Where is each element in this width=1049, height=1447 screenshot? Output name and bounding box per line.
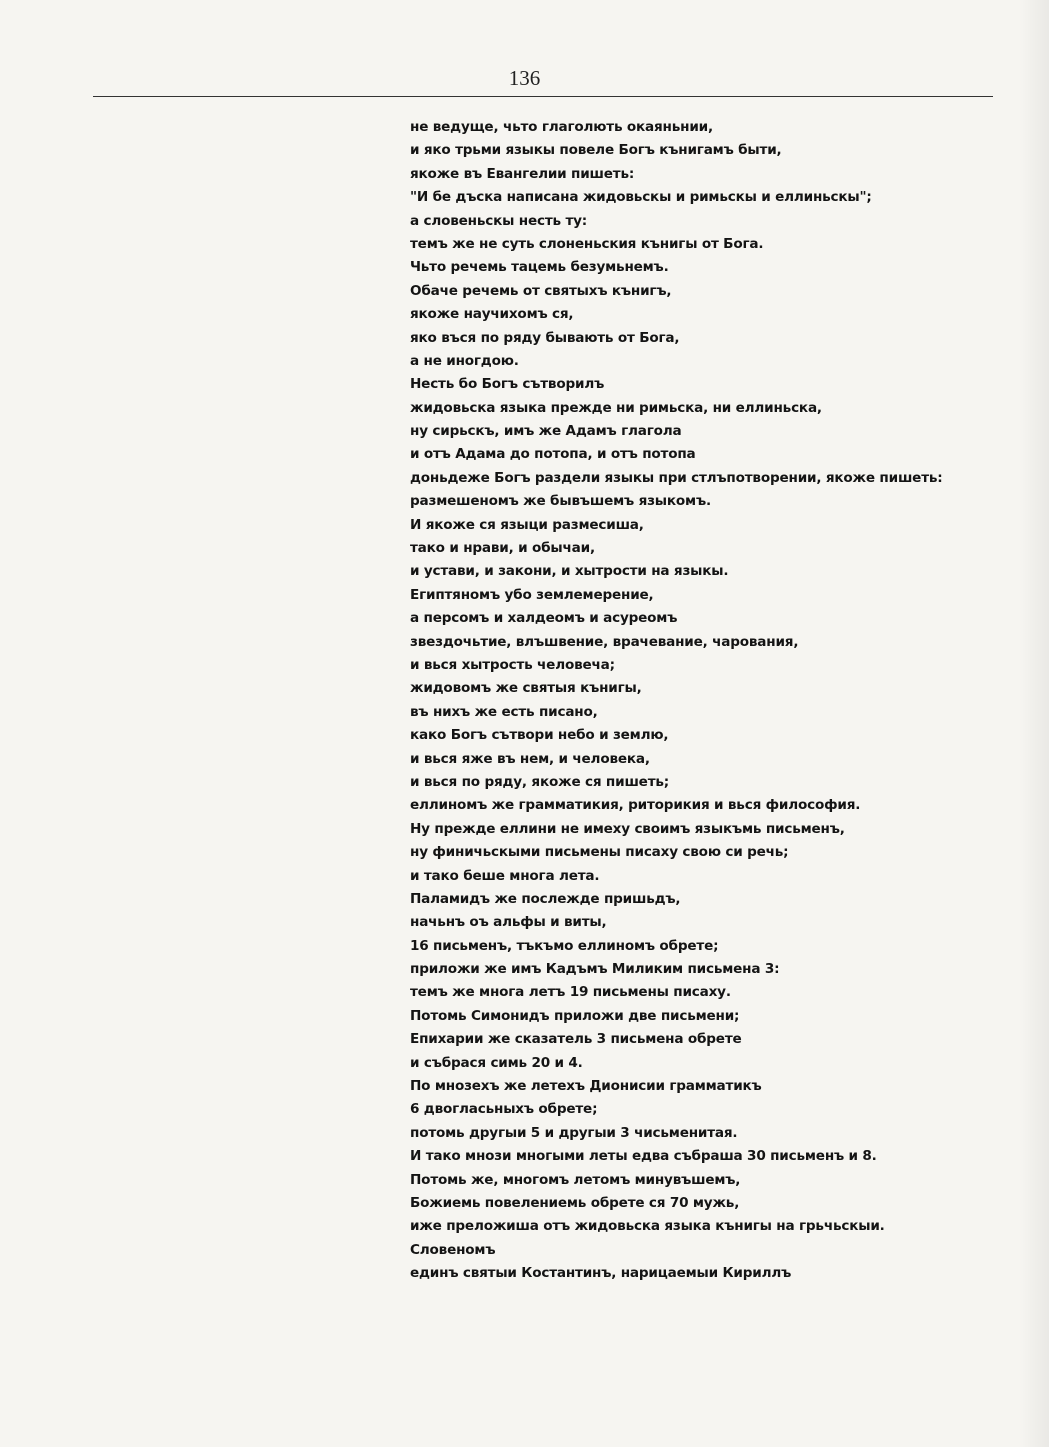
text-line: якоже въ Евангелии пишеть: [410, 165, 635, 182]
text-line: и яко трьми языкы повеле Богъ кънигамъ быти, [410, 142, 782, 159]
text-line: и вься яже въ нем, и человека, [410, 750, 650, 767]
text-line: а словеньскы несть ту: [410, 212, 588, 229]
text-line: и вься по ряду, якоже ся пишеть; [410, 773, 670, 790]
text-line: Египтяномъ убо землемерение, [410, 586, 654, 603]
text-line: единъ святыи Костантинъ, нарицаемыи Кириллъ [410, 1265, 792, 1282]
text-line: Потомь Симонидъ приложи две письмени; [410, 1007, 740, 1024]
text-line: и отъ Адама до потопа, и отъ потопа [410, 446, 696, 463]
text-line: Епихарии же сказатель 3 письмена обрете [410, 1031, 742, 1048]
text-line: Божиемь повелениемь обрете ся 70 мужь, [410, 1194, 740, 1211]
text-line: а персомъ и халдеомъ и асуреомъ [410, 610, 678, 627]
text-line: доньдеже Богъ раздели языкы при стлъпотворении, якоже пишеть: [410, 469, 943, 486]
text-line: 16 письменъ, тъкъмо еллиномъ обрете; [410, 937, 719, 954]
text-line: По мнозехъ же летехъ Дионисии грамматикъ [410, 1078, 762, 1095]
text-line: Чьто речемь тацемь безумьнемъ. [410, 259, 669, 276]
text-line: приложи же имъ Кадъмъ Миликим письмена 3: [410, 961, 780, 978]
text-line: а не иногдою. [410, 352, 519, 369]
text-line: якоже научихомъ ся, [410, 306, 574, 323]
text-line: Обаче речемь от святыхъ кънигъ, [410, 282, 672, 299]
page-number: 136 [508, 66, 541, 90]
text-line: ну сирьскъ, имъ же Адамъ глагола [410, 423, 682, 440]
text-line: не ведуще, чьто глаголють окаяньнии, [410, 119, 713, 135]
text-line: темъ же многа летъ 19 письмены писаху. [410, 984, 731, 1001]
text-line: въ нихъ же есть писано, [410, 703, 598, 720]
text-line: и тако беше многа лета. [410, 867, 600, 884]
text-line: жидовьска языка прежде ни римьска, ни еллиньска, [410, 399, 822, 416]
text-line: Словеномъ [410, 1241, 496, 1258]
text-line: размешеномъ же бывъшемъ языкомъ. [410, 493, 711, 510]
text-line: яко въся по ряду бывають от Бога, [410, 329, 680, 346]
text-line: звездочьтие, влъшвение, врачевание, чарования, [410, 633, 799, 650]
text-line: Потомь же, многомъ летомъ минувъшемъ, [410, 1171, 741, 1188]
text-column [410, 116, 1030, 1286]
text-line: И якоже ся языци размесиша, [410, 516, 644, 533]
text-line: Ну прежде еллини не имеху своимъ языкъмь письменъ, [410, 820, 845, 837]
header-rule [93, 96, 993, 97]
text-line: "И бе дъска написана жидовьскы и римьскы и еллиньскы"; [410, 189, 872, 206]
text-line: потомь другыи 5 и другыи 3 чисьменитая. [410, 1124, 738, 1141]
text-line: Несть бо Богъ сътворилъ [410, 376, 605, 393]
text-line: жидовомъ же святыя кънигы, [410, 680, 642, 697]
text-line: и вься хытрость человеча; [410, 656, 615, 673]
text-line: темъ же не суть слоненьския кънигы от Бога. [410, 235, 764, 252]
text-line: и събрася симь 20 и 4. [410, 1054, 583, 1071]
text-line: Паламидъ же послежде пришьдъ, [410, 890, 681, 907]
text-line: тако и нрави, и обычаи, [410, 540, 595, 557]
text-line: иже преложиша отъ жидовьска языка кънигы на грьчьскыи. [410, 1218, 885, 1235]
text-line: како Богъ сътвори небо и землю, [410, 727, 669, 744]
text-line: еллиномъ же грамматикия, риторикия и вься философия. [410, 797, 861, 814]
text-line: И тако мнози многыми леты едва събраша 30 письменъ и 8. [410, 1148, 877, 1165]
text-line: 6 двогласьныхъ обрете; [410, 1101, 598, 1118]
page-edge-shadow [1019, 0, 1049, 1447]
text-line: ну финичьскыми письмены писаху свою си речь; [410, 844, 789, 861]
text-line: начьнъ оъ альфы и виты, [410, 914, 607, 931]
text-line: и устави, и закони, и хытрости на языкы. [410, 563, 729, 580]
